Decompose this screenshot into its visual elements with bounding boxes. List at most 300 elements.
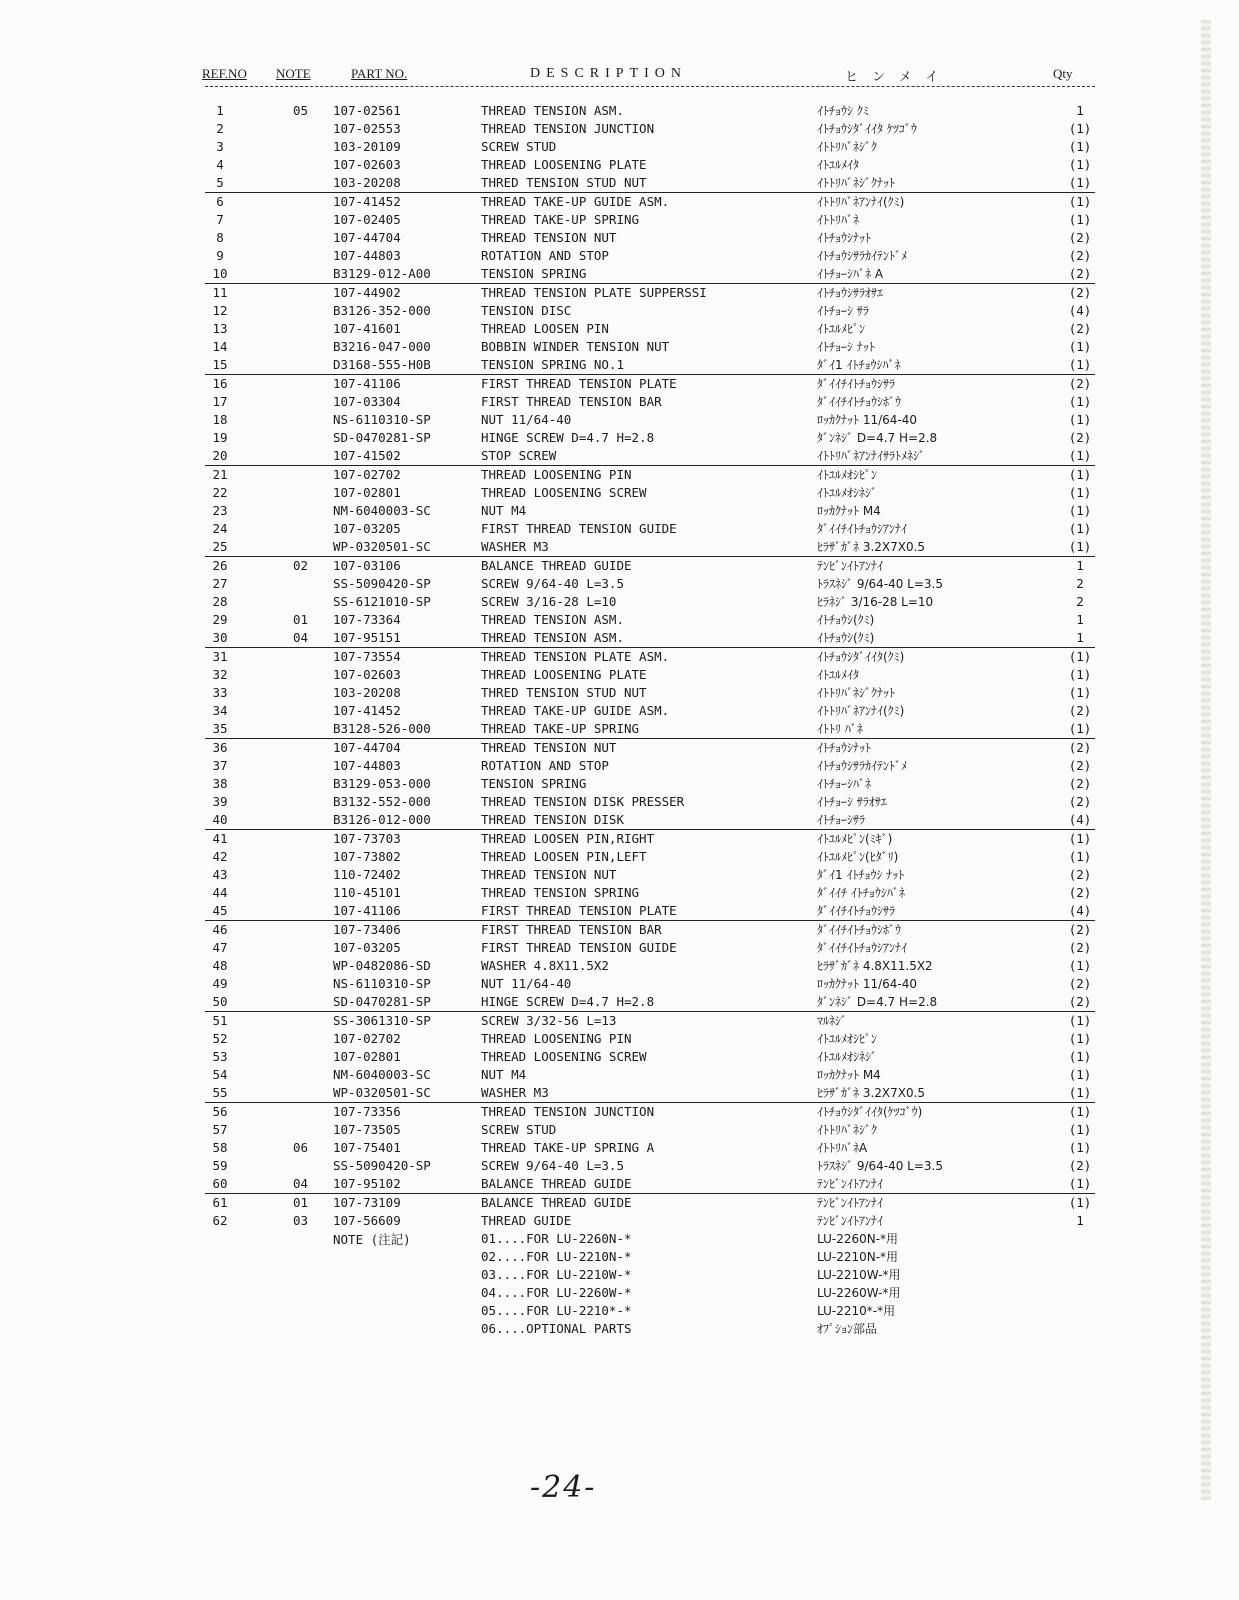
note-line — [205, 1248, 1095, 1266]
part-no-cell: 107-44704 — [333, 740, 401, 755]
description-cell: THREAD LOOSEN PIN,LEFT — [481, 849, 647, 864]
description-cell: TENSION SPRING NO.1 — [481, 357, 624, 372]
description-cell: THREAD TENSION NUT — [481, 740, 617, 755]
part-no-cell: B3126-352-000 — [333, 303, 431, 318]
part-no-cell: B3128-526-000 — [333, 721, 431, 736]
description-cell: TENSION DISC — [481, 303, 572, 318]
note-cell: 01 — [293, 612, 309, 627]
ref-no-cell: 18 — [212, 412, 228, 427]
qty-cell: (1) — [1068, 1067, 1092, 1082]
table-row — [205, 120, 1095, 138]
qty-cell: (1) — [1068, 849, 1092, 864]
note-line — [205, 1320, 1095, 1338]
ref-no-cell: 58 — [212, 1140, 228, 1155]
qty-cell: (2) — [1068, 758, 1092, 773]
qty-cell: (2) — [1068, 1158, 1092, 1173]
qty-cell: (4) — [1068, 903, 1092, 918]
ref-no-cell: 54 — [212, 1067, 228, 1082]
qty-cell: (2) — [1068, 266, 1092, 281]
table-row — [205, 720, 1095, 738]
description-cell: BALANCE THREAD GUIDE — [481, 558, 632, 573]
table-row — [205, 1157, 1095, 1175]
description-cell: BALANCE THREAD GUIDE — [481, 1195, 632, 1210]
description-cell: FIRST THREAD TENSION GUIDE — [481, 521, 677, 536]
ref-no-cell: 8 — [216, 230, 224, 245]
qty-cell: (1) — [1068, 685, 1092, 700]
table-row — [205, 1102, 1095, 1121]
part-no-cell: 103-20208 — [333, 175, 401, 190]
qty-cell: 2 — [1076, 594, 1084, 609]
description-cell: TENSION SPRING — [481, 776, 587, 791]
note-text-jp: LU-2210N-*用 — [817, 1250, 899, 1264]
kana-cell: ﾀﾞｲ1 ｲﾄﾁｮｳｼﾊﾞﾈ — [817, 358, 901, 372]
description-cell: THREAD TENSION PLATE ASM. — [481, 649, 670, 664]
description-cell: FIRST THREAD TENSION BAR — [481, 394, 662, 409]
qty-cell: (1) — [1068, 467, 1092, 482]
part-no-cell: B3129-012-A00 — [333, 266, 431, 281]
kana-cell: ｲﾄﾁｮｰｼ ﾅｯﾄ — [817, 340, 875, 354]
ref-no-cell: 45 — [212, 903, 228, 918]
table-row — [205, 174, 1095, 192]
qty-cell: (1) — [1068, 1104, 1092, 1119]
part-no-cell: 107-73356 — [333, 1104, 401, 1119]
table-row — [205, 902, 1095, 920]
part-no-cell: 107-73554 — [333, 649, 401, 664]
kana-cell: ｲﾄﾕﾙﾒｵｼﾈｼﾞ — [817, 1050, 878, 1064]
qty-cell: 1 — [1076, 630, 1084, 645]
table-row — [205, 1066, 1095, 1084]
part-no-cell: 107-73109 — [333, 1195, 401, 1210]
note-text: 06....OPTIONAL PARTS — [481, 1321, 632, 1336]
header-kana: ヒンメイ — [845, 69, 953, 84]
table-row — [205, 429, 1095, 447]
ref-no-cell: 14 — [212, 339, 228, 354]
description-cell: SCREW 3/16-28 L=10 — [481, 594, 617, 609]
qty-cell: (1) — [1068, 157, 1092, 172]
part-no-cell: B3126-012-000 — [333, 812, 431, 827]
table-row — [205, 502, 1095, 520]
ref-no-cell: 60 — [212, 1176, 228, 1191]
description-cell: FIRST THREAD TENSION PLATE — [481, 903, 677, 918]
part-no-cell: 107-44704 — [333, 230, 401, 245]
ref-no-cell: 49 — [212, 976, 228, 991]
part-no-cell: 103-20208 — [333, 685, 401, 700]
note-cell: 04 — [293, 630, 309, 645]
description-cell: THREAD TAKE-UP SPRING — [481, 212, 640, 227]
kana-cell: ﾀﾞﾝﾈｼﾞ D=4.7 H=2.8 — [817, 431, 938, 445]
table-row — [205, 629, 1095, 647]
table-row — [205, 957, 1095, 975]
description-cell: FIRST THREAD TENSION GUIDE — [481, 940, 677, 955]
part-no-cell: 107-73802 — [333, 849, 401, 864]
ref-no-cell: 11 — [212, 285, 228, 300]
table-row — [205, 684, 1095, 702]
description-cell: FIRST THREAD TENSION BAR — [481, 922, 662, 937]
note-text-jp: LU-2260N-*用 — [817, 1232, 899, 1246]
qty-cell: 1 — [1076, 103, 1084, 118]
description-cell: THREAD TENSION ASM. — [481, 612, 624, 627]
table-row — [205, 192, 1095, 211]
ref-no-cell: 36 — [212, 740, 228, 755]
header-qty: Qty — [1053, 66, 1073, 81]
note-text: 01....FOR LU-2260N-* — [481, 1231, 632, 1246]
description-cell: THREAD TENSION NUT — [481, 867, 617, 882]
part-no-cell: 107-41452 — [333, 703, 401, 718]
table-row — [205, 338, 1095, 356]
note-text-jp: LU-2260W-*用 — [817, 1286, 901, 1300]
kana-cell: ﾀﾞｲｲﾁｲﾄﾁｮｳｼｱﾝﾅｲ — [817, 941, 908, 955]
kana-cell: ｲﾄﾕﾙﾒｲﾀ — [817, 668, 860, 682]
header-description: DESCRIPTION — [530, 66, 688, 81]
ref-no-cell: 12 — [212, 303, 228, 318]
table-row — [205, 611, 1095, 629]
kana-cell: ｲﾄﾁｮｳｼｻﾗｶｲﾃﾝﾄﾞﾒ — [817, 249, 908, 263]
note-text: 03....FOR LU-2210W-* — [481, 1267, 632, 1282]
table-row — [205, 1011, 1095, 1030]
qty-cell: (1) — [1068, 1122, 1092, 1137]
ref-no-cell: 9 — [216, 248, 224, 263]
description-cell: ROTATION AND STOP — [481, 758, 609, 773]
kana-cell: ｲﾄﾁｮｳｼﾅｯﾄ — [817, 741, 872, 755]
part-no-cell: WP-0482086-SD — [333, 958, 431, 973]
kana-cell: ｲﾄﾁｮｳｼ ｸﾐ — [817, 104, 869, 118]
qty-cell: (1) — [1068, 485, 1092, 500]
description-cell: THREAD GUIDE — [481, 1213, 572, 1228]
description-cell: BOBBIN WINDER TENSION NUT — [481, 339, 670, 354]
ref-no-cell: 13 — [212, 321, 228, 336]
qty-cell: (1) — [1068, 412, 1092, 427]
kana-cell: ﾀﾞｲｲﾁ ｲﾄﾁｮｳｼﾊﾞﾈ — [817, 886, 905, 900]
qty-cell: (1) — [1068, 139, 1092, 154]
description-cell: THREAD LOOSENING SCREW — [481, 1049, 647, 1064]
table-row — [205, 1175, 1095, 1193]
ref-no-cell: 57 — [212, 1122, 228, 1137]
table-row — [205, 829, 1095, 848]
header-ref-no: REF.NO — [202, 66, 247, 81]
ref-no-cell: 29 — [212, 612, 228, 627]
ref-no-cell: 2 — [216, 121, 224, 136]
part-no-cell: 107-73406 — [333, 922, 401, 937]
qty-cell: (1) — [1068, 649, 1092, 664]
table-row — [205, 1048, 1095, 1066]
part-no-cell: NM-6040003-SC — [333, 503, 431, 518]
description-cell: WASHER M3 — [481, 539, 549, 554]
table-row — [205, 156, 1095, 174]
kana-cell: ｲﾄﾄﾘﾊﾞﾈｼﾞｸﾅｯﾄ — [817, 686, 896, 700]
part-no-cell: 107-44803 — [333, 758, 401, 773]
ref-no-cell: 47 — [212, 940, 228, 955]
kana-cell: ｲﾄﾁｮｳｼ(ｸﾐ) — [817, 631, 875, 645]
table-row — [205, 1139, 1095, 1157]
ref-no-cell: 30 — [212, 630, 228, 645]
description-cell: SCREW 9/64-40 L=3.5 — [481, 1158, 624, 1173]
description-cell: THREAD TAKE-UP GUIDE ASM. — [481, 703, 670, 718]
table-row — [205, 975, 1095, 993]
part-no-cell: 107-95102 — [333, 1176, 401, 1191]
kana-cell: ﾄﾗｽﾈｼﾞ 9/64-40 L=3.5 — [817, 577, 944, 591]
ref-no-cell: 23 — [212, 503, 228, 518]
description-cell: ROTATION AND STOP — [481, 248, 609, 263]
note-text-jp: LU-2210W-*用 — [817, 1268, 901, 1282]
part-no-cell: D3168-555-H0B — [333, 357, 431, 372]
description-cell: WASHER 4.8X11.5X2 — [481, 958, 609, 973]
kana-cell: ｲﾄﾕﾙﾒｵｼﾈｼﾞ — [817, 486, 878, 500]
note-line — [205, 1266, 1095, 1284]
part-no-cell: WP-0320501-SC — [333, 539, 431, 554]
page-number: -24- — [530, 1470, 597, 1505]
qty-cell: (2) — [1068, 976, 1092, 991]
table-row — [205, 247, 1095, 265]
qty-cell: (1) — [1068, 1049, 1092, 1064]
description-cell: SCREW 9/64-40 L=3.5 — [481, 576, 624, 591]
part-no-cell: SD-0470281-SP — [333, 430, 431, 445]
ref-no-cell: 22 — [212, 485, 228, 500]
part-no-cell: B3129-053-000 — [333, 776, 431, 791]
description-cell: HINGE SCREW D=4.7 H=2.8 — [481, 430, 655, 445]
part-no-cell: 107-44902 — [333, 285, 401, 300]
kana-cell: ｲﾄﾄﾘﾊﾞﾈｱﾝﾅｲ(ｸﾐ) — [817, 704, 905, 718]
kana-cell: ｲﾄﾁｮｰｼｻﾗ — [817, 813, 866, 827]
ref-no-cell: 24 — [212, 521, 228, 536]
description-cell: NUT M4 — [481, 1067, 527, 1082]
description-cell: WASHER M3 — [481, 1085, 549, 1100]
kana-cell: ﾀﾞｲｲﾁｲﾄﾁｮｳｼｻﾗ — [817, 904, 896, 918]
ref-no-cell: 19 — [212, 430, 228, 445]
part-no-cell: B3216-047-000 — [333, 339, 431, 354]
part-no-cell: 107-03205 — [333, 940, 401, 955]
note-text-jp: LU-2210*-*用 — [817, 1304, 896, 1318]
table-row — [205, 1084, 1095, 1102]
note-cell: 01 — [293, 1195, 309, 1210]
ref-no-cell: 1 — [216, 103, 224, 118]
description-cell: THREAD LOOSENING PIN — [481, 467, 632, 482]
table-row — [205, 884, 1095, 902]
ref-no-cell: 42 — [212, 849, 228, 864]
description-cell: THREAD TAKE-UP SPRING A — [481, 1140, 655, 1155]
kana-cell: ｲﾄﾄﾘﾊﾞﾈA — [817, 1141, 868, 1155]
kana-cell: ﾃﾝﾋﾞﾝｲﾄｱﾝﾅｲ — [817, 1214, 884, 1228]
table-row — [205, 229, 1095, 247]
ref-no-cell: 15 — [212, 357, 228, 372]
ref-no-cell: 44 — [212, 885, 228, 900]
ref-no-cell: 5 — [216, 175, 224, 190]
qty-cell: (4) — [1068, 303, 1092, 318]
table-row — [205, 793, 1095, 811]
part-no-cell: NS-6110310-SP — [333, 412, 431, 427]
table-row — [205, 993, 1095, 1011]
qty-cell: (1) — [1068, 667, 1092, 682]
part-no-cell: NM-6040003-SC — [333, 1067, 431, 1082]
qty-cell: (1) — [1068, 121, 1092, 136]
ref-no-cell: 56 — [212, 1104, 228, 1119]
qty-cell: (2) — [1068, 285, 1092, 300]
kana-cell: ｲﾄﾕﾙﾒﾋﾟﾝ(ﾋﾀﾞﾘ) — [817, 850, 899, 864]
qty-cell: (2) — [1068, 776, 1092, 791]
qty-cell: (2) — [1068, 794, 1092, 809]
part-no-cell: 107-41502 — [333, 448, 401, 463]
table-row — [205, 1121, 1095, 1139]
ref-no-cell: 61 — [212, 1195, 228, 1210]
part-no-cell: 110-72402 — [333, 867, 401, 882]
kana-cell: ﾛｯｶｸﾅｯﾄ 11/64-40 — [817, 977, 917, 991]
table-row — [205, 738, 1095, 757]
table-row — [205, 447, 1095, 465]
qty-cell: (1) — [1068, 521, 1092, 536]
part-no-cell: SS-3061310-SP — [333, 1013, 431, 1028]
kana-cell: ﾄﾗｽﾈｼﾞ 9/64-40 L=3.5 — [817, 1159, 944, 1173]
table-row — [205, 374, 1095, 393]
table-row — [205, 811, 1095, 829]
table-row — [205, 484, 1095, 502]
part-no-cell: 107-03106 — [333, 558, 401, 573]
qty-cell: (1) — [1068, 394, 1092, 409]
kana-cell: ｲﾄﾁｮｳｼﾀﾞｲｲﾀ(ｹﾂｺﾞｳ) — [817, 1105, 923, 1119]
kana-cell: ｲﾄﾁｮｳｼﾀﾞｲｲﾀ(ｸﾐ) — [817, 650, 905, 664]
kana-cell: ｲﾄﾕﾙﾒﾋﾟﾝ — [817, 322, 866, 336]
part-no-cell: 107-41452 — [333, 194, 401, 209]
header-note: NOTE — [276, 66, 311, 81]
description-cell: THREAD TAKE-UP SPRING — [481, 721, 640, 736]
ref-no-cell: 4 — [216, 157, 224, 172]
kana-cell: ﾃﾝﾋﾞﾝｲﾄｱﾝﾅｲ — [817, 1196, 884, 1210]
description-cell: THREAD TENSION PLATE SUPPERSSI — [481, 285, 707, 300]
kana-cell: ｲﾄﾄﾘﾊﾞﾈｼﾞｸ — [817, 140, 878, 154]
qty-cell: (2) — [1068, 430, 1092, 445]
kana-cell: ﾀﾞﾝﾈｼﾞ D=4.7 H=2.8 — [817, 995, 938, 1009]
table-row — [205, 920, 1095, 939]
ref-no-cell: 10 — [212, 266, 228, 281]
kana-cell: ﾋﾗｻﾞｶﾞﾈ 4.8X11.5X2 — [817, 959, 933, 973]
kana-cell: ｲﾄﾄﾘﾊﾞﾈｼﾞｸﾅｯﾄ — [817, 176, 896, 190]
part-no-cell: 107-02553 — [333, 121, 401, 136]
qty-cell: 1 — [1076, 612, 1084, 627]
ref-no-cell: 3 — [216, 139, 224, 154]
qty-cell: (1) — [1068, 539, 1092, 554]
table-row — [205, 102, 1095, 120]
description-cell: SCREW STUD — [481, 1122, 557, 1137]
part-no-cell: 107-02603 — [333, 157, 401, 172]
part-no-cell: NS-6110310-SP — [333, 976, 431, 991]
table-row — [205, 593, 1095, 611]
qty-cell: (2) — [1068, 321, 1092, 336]
ref-no-cell: 39 — [212, 794, 228, 809]
qty-cell: 1 — [1076, 558, 1084, 573]
table-row — [205, 283, 1095, 302]
kana-cell: ｲﾄﾄﾘﾊﾞﾈｼﾞｸ — [817, 1123, 878, 1137]
qty-cell: (1) — [1068, 194, 1092, 209]
table-row — [205, 356, 1095, 374]
description-cell: SCREW 3/32-56 L=13 — [481, 1013, 617, 1028]
qty-cell: (2) — [1068, 922, 1092, 937]
ref-no-cell: 43 — [212, 867, 228, 882]
page-edge-shadow — [1201, 20, 1211, 1500]
part-no-cell: 107-44803 — [333, 248, 401, 263]
ref-no-cell: 51 — [212, 1013, 228, 1028]
qty-cell: (2) — [1068, 248, 1092, 263]
description-cell: THRED TENSION STUD NUT — [481, 685, 647, 700]
kana-cell: ｲﾄﾕﾙﾒﾋﾟﾝ(ﾐｷﾞ) — [817, 832, 893, 846]
part-no-cell: 107-75401 — [333, 1140, 401, 1155]
ref-no-cell: 59 — [212, 1158, 228, 1173]
part-no-cell: 107-02561 — [333, 103, 401, 118]
qty-cell: (1) — [1068, 175, 1092, 190]
part-no-cell: 107-56609 — [333, 1213, 401, 1228]
description-cell: THRED TENSION STUD NUT — [481, 175, 647, 190]
description-cell: BALANCE THREAD GUIDE — [481, 1176, 632, 1191]
note-text: 05....FOR LU-2210*-* — [481, 1303, 632, 1318]
description-cell: THREAD TENSION ASM. — [481, 103, 624, 118]
qty-cell: (1) — [1068, 357, 1092, 372]
note-cell: 02 — [293, 558, 309, 573]
note-cell: 06 — [293, 1140, 309, 1155]
kana-cell: ｲﾄﾁｮｳｼﾀﾞｲｲﾀ ｹﾂｺﾞｳ — [817, 122, 917, 136]
ref-no-cell: 55 — [212, 1085, 228, 1100]
kana-cell: ｲﾄﾕﾙﾒｵｼﾋﾟﾝ — [817, 1032, 878, 1046]
kana-cell: ﾀﾞｲｲﾁｲﾄﾁｮｳｼｻﾗ — [817, 377, 896, 391]
part-no-cell: 107-03205 — [333, 521, 401, 536]
parts-table — [205, 102, 1095, 1230]
kana-cell: ｲﾄﾄﾘﾊﾞﾈｱﾝﾅｲ(ｸﾐ) — [817, 195, 905, 209]
table-row — [205, 647, 1095, 666]
qty-cell: (1) — [1068, 212, 1092, 227]
table-row — [205, 556, 1095, 575]
ref-no-cell: 62 — [212, 1213, 228, 1228]
kana-cell: ｲﾄﾄﾘﾊﾞﾈ — [817, 213, 860, 227]
table-row — [205, 1030, 1095, 1048]
table-row — [205, 757, 1095, 775]
kana-cell: ｲﾄﾁｮｳｼｻﾗｶｲﾃﾝﾄﾞﾒ — [817, 759, 908, 773]
ref-no-cell: 25 — [212, 539, 228, 554]
ref-no-cell: 28 — [212, 594, 228, 609]
qty-cell: (2) — [1068, 885, 1092, 900]
table-row — [205, 866, 1095, 884]
kana-cell: ｲﾄﾁｮｳｼ(ｸﾐ) — [817, 613, 875, 627]
part-no-cell: 107-73505 — [333, 1122, 401, 1137]
note-text: 04....FOR LU-2260W-* — [481, 1285, 632, 1300]
description-cell: THREAD LOOSEN PIN,RIGHT — [481, 831, 655, 846]
qty-cell: (2) — [1068, 940, 1092, 955]
qty-cell: (2) — [1068, 376, 1092, 391]
description-cell: THREAD LOOSENING PIN — [481, 1031, 632, 1046]
ref-no-cell: 35 — [212, 721, 228, 736]
part-no-cell: SS-5090420-SP — [333, 576, 431, 591]
part-no-cell: 107-73364 — [333, 612, 401, 627]
part-no-cell: 107-02702 — [333, 1031, 401, 1046]
part-no-cell: WP-0320501-SC — [333, 1085, 431, 1100]
description-cell: NUT 11/64-40 — [481, 412, 572, 427]
part-no-cell: 107-02603 — [333, 667, 401, 682]
part-no-cell: 103-20109 — [333, 139, 401, 154]
ref-no-cell: 32 — [212, 667, 228, 682]
part-no-cell: 110-45101 — [333, 885, 401, 900]
kana-cell: ﾏﾙﾈｼﾞ — [817, 1014, 848, 1028]
table-row — [205, 666, 1095, 684]
qty-cell: (1) — [1068, 1031, 1092, 1046]
kana-cell: ﾛｯｶｸﾅｯﾄ M4 — [817, 504, 881, 518]
kana-cell: ﾀﾞｲｲﾁｲﾄﾁｮｳｼｱﾝﾅｲ — [817, 522, 908, 536]
description-cell: THREAD TENSION NUT — [481, 230, 617, 245]
notes-section — [205, 1230, 1095, 1338]
qty-cell: (2) — [1068, 703, 1092, 718]
column-header — [202, 66, 1095, 87]
ref-no-cell: 27 — [212, 576, 228, 591]
table-row — [205, 520, 1095, 538]
notes-label: NOTE (注記) — [333, 1232, 411, 1247]
ref-no-cell: 17 — [212, 394, 228, 409]
ref-no-cell: 48 — [212, 958, 228, 973]
ref-no-cell: 38 — [212, 776, 228, 791]
qty-cell: (1) — [1068, 958, 1092, 973]
